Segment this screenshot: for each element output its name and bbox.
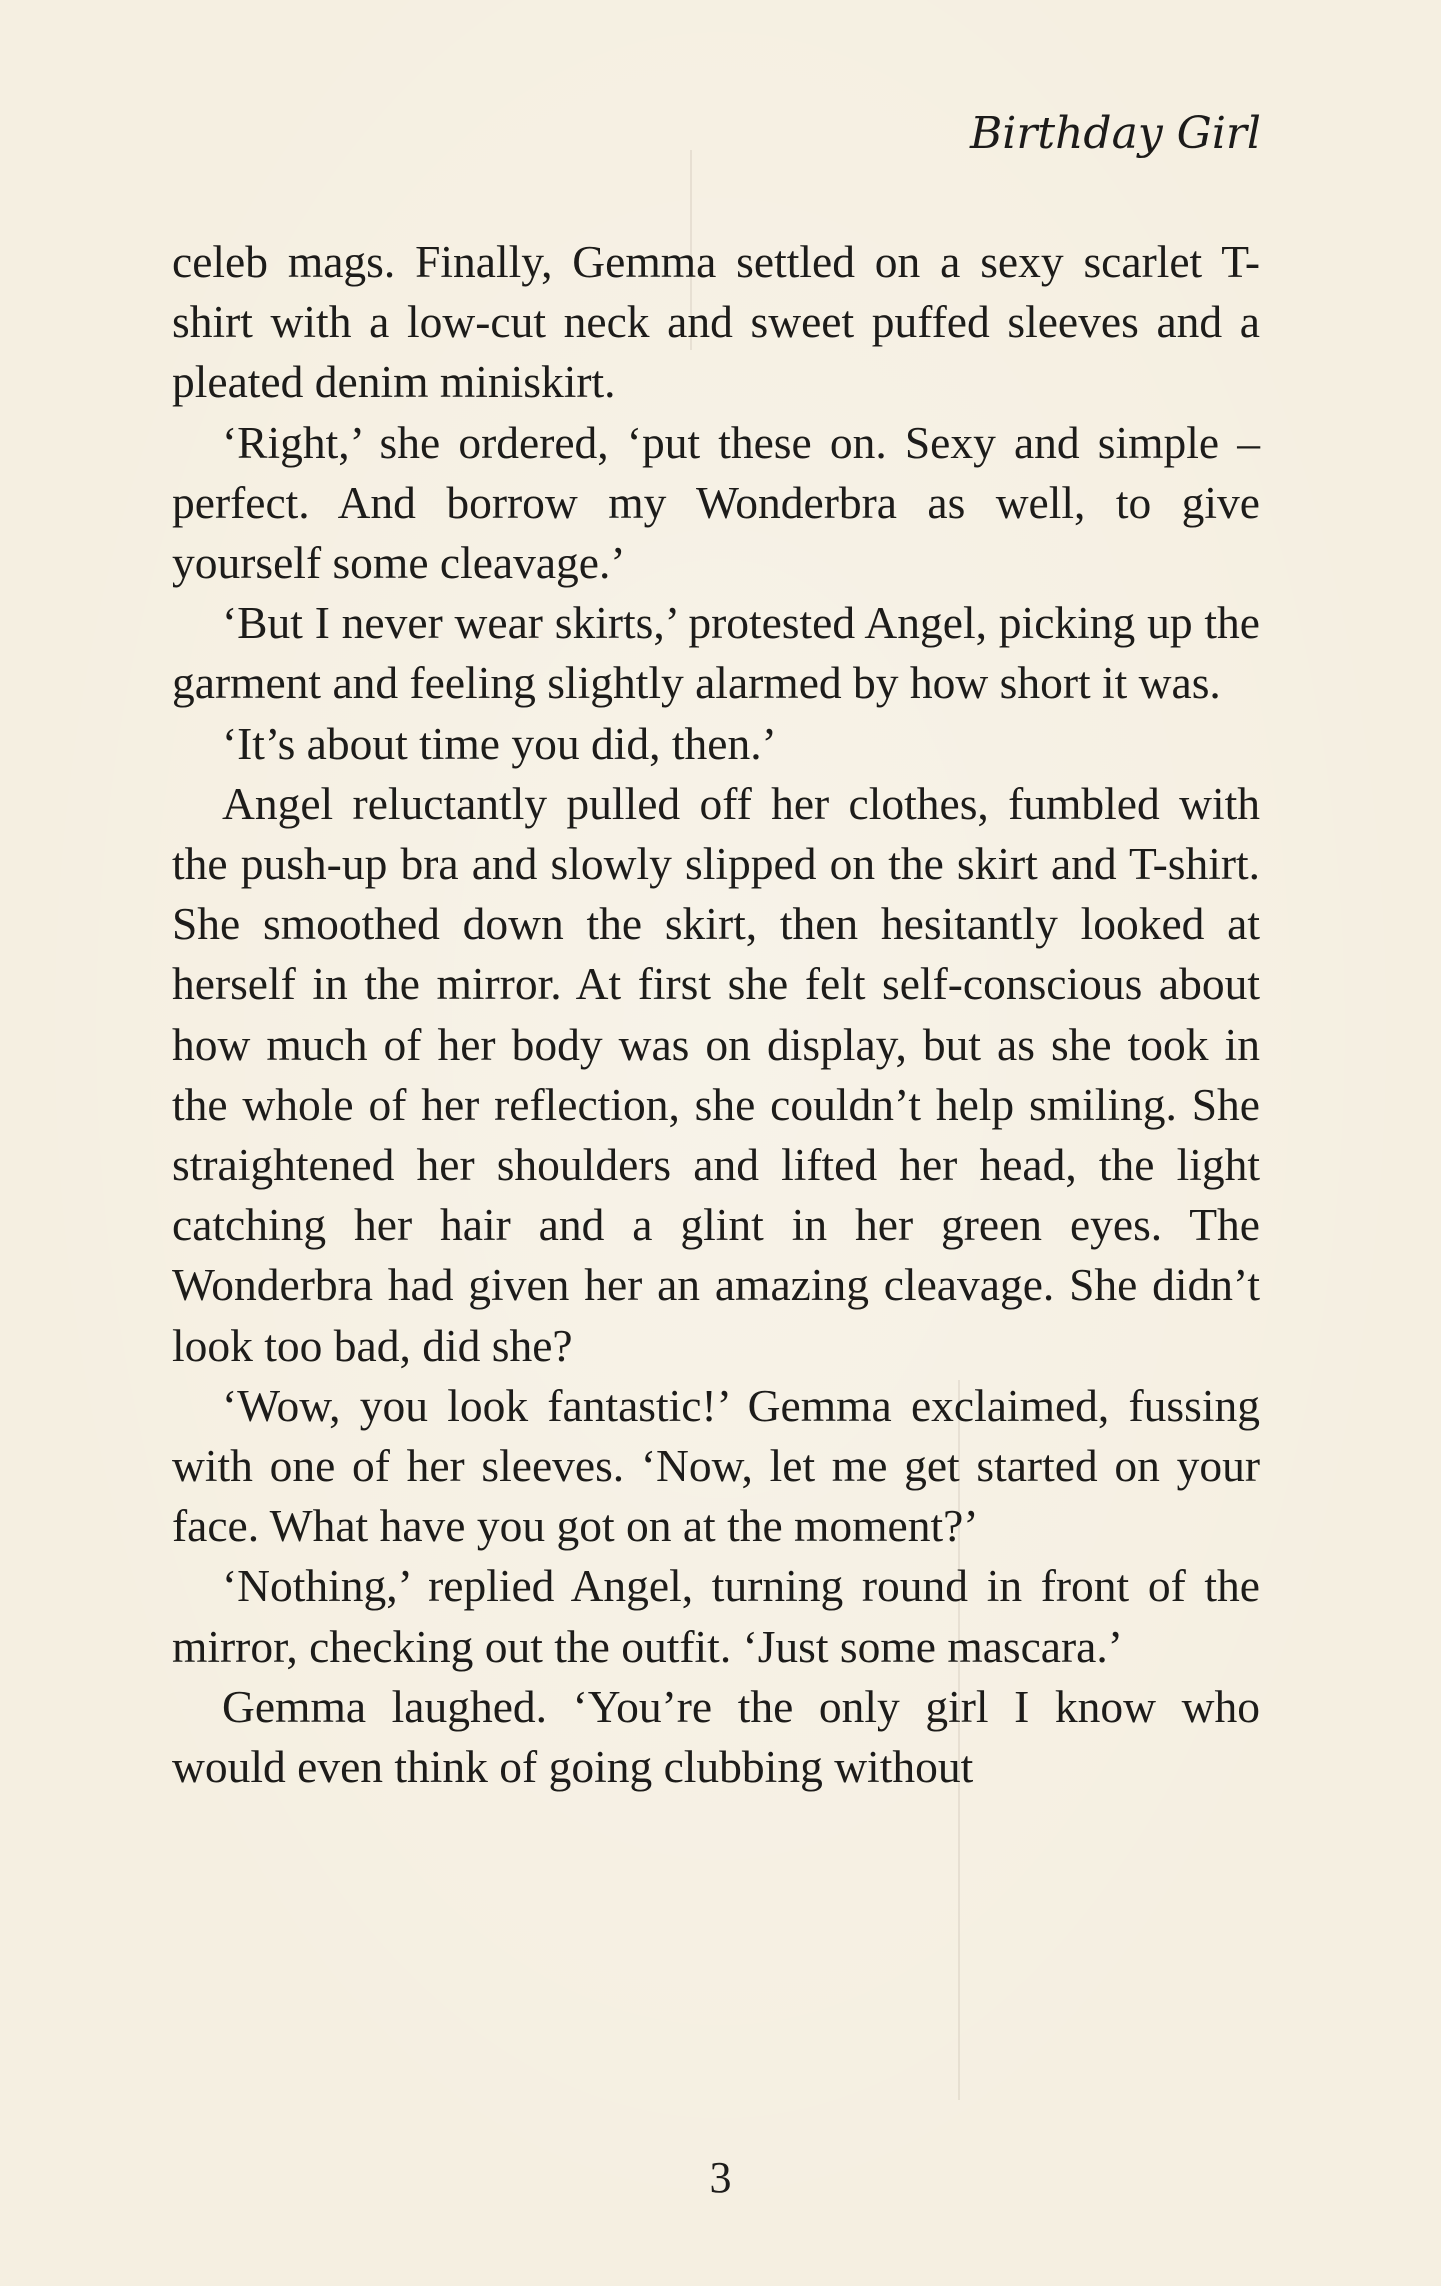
paragraph: Gemma laughed. ‘You’re the only girl I know who would even think of going clubbing without	[172, 1680, 1260, 1793]
paragraph: ‘It’s about time you did, then.’	[222, 717, 777, 769]
running-title: Birthday Girl	[969, 108, 1261, 159]
paragraph: ‘Wow, you look fantastic!’ Gemma exclaimed, fussing with one of her sleeves. ‘Now, let me get started on your face. What have you got on at the moment?’	[172, 1379, 1260, 1552]
body-text	[172, 232, 1260, 1797]
paragraph: ‘But I never wear skirts,’ protested Angel, picking up the garment and feeling slightly alarmed by how short it was.	[172, 597, 1260, 709]
paragraph: ‘Right,’ she ordered, ‘put these on. Sexy and simple – perfect. And borrow my Wonderbra as well, to give yourself some cleavage.’	[172, 416, 1260, 589]
paragraph: Angel reluctantly pulled off her clothes, fumbled with the push-up bra and slowly slipped on the skirt and T-shirt. She smoothed down the skirt, then hesitantly looked at herself in the mirror. At first she felt self-conscious about how much of her body was on display, but as she took in the whole of her reflection, she couldn’t help smiling. She straightened her shoulders and lifted her head, the light catching her hair and a glint in her green eyes. The Wonderbra had given her an amazing cleavage. She didn’t look too bad, did she?	[172, 777, 1260, 1371]
page-number: 3	[709, 2153, 732, 2202]
paragraph: ‘Nothing,’ replied Angel, turning round in front of the mirror, checking out the outfit. ‘Just some mascara.’	[172, 1560, 1260, 1672]
paragraph: celeb mags. Finally, Gemma settled on a sexy scarlet T-shirt with a low-cut neck and sweet puffed sleeves and a pleated denim miniskirt.	[172, 236, 1260, 408]
